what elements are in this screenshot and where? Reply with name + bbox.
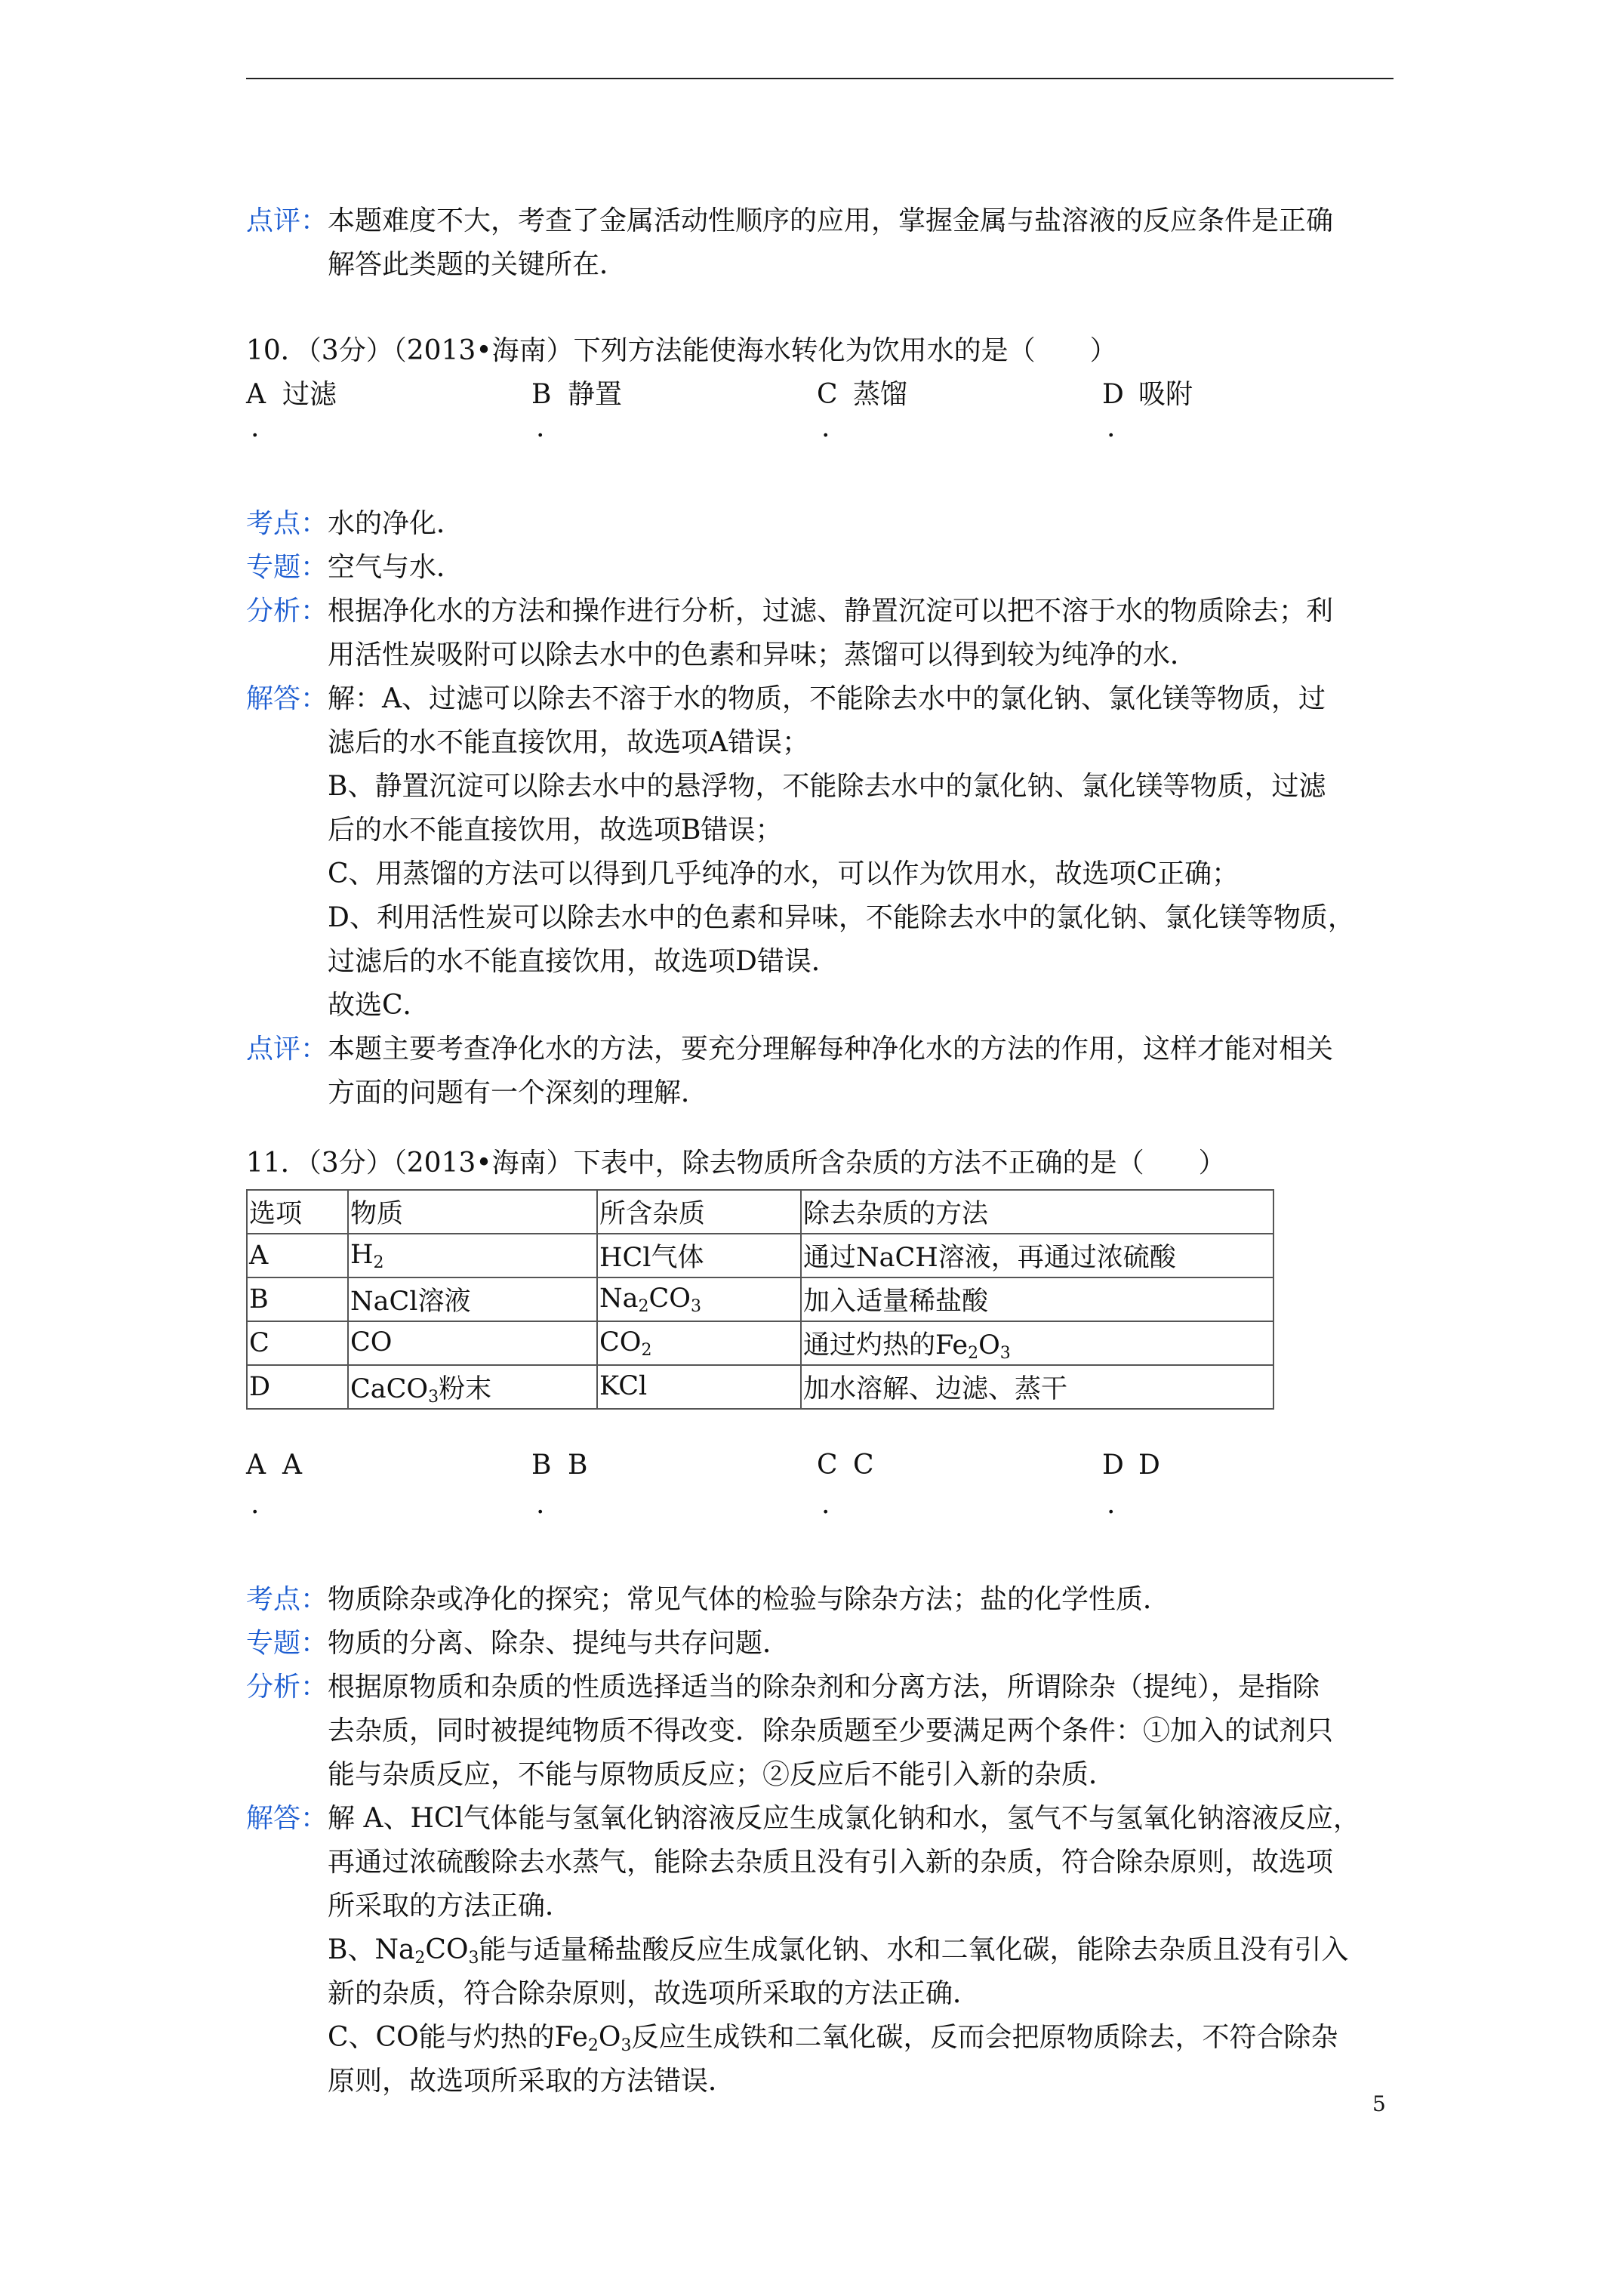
table-cell-substance: NaCl溶液 — [348, 1277, 597, 1321]
kaodian-text: 物质除杂或净化的探究；常见气体的检验与除杂方法；盐的化学性质． — [328, 1584, 1171, 1615]
table-cell-option: C — [247, 1321, 348, 1365]
jieda-line: 过滤后的水不能直接饮用，故选项D错误． — [328, 946, 839, 977]
jieda-line: 解 A、HCl气体能与氢氧化钠溶液反应生成氯化钠和水，氢气不与氢氧化钠溶液反应， — [328, 1803, 1360, 1834]
table-cell-impurity: $Na_2CO_3$ — [597, 1277, 801, 1321]
zhuanti-label: 专题： — [246, 1628, 328, 1659]
table-row — [247, 1321, 1273, 1365]
jieda-line: 后的水不能直接饮用，故选项B错误； — [328, 815, 783, 846]
table-cell-substance: $H_2$ — [348, 1234, 597, 1277]
question-11-solution — [246, 1578, 1394, 2103]
kaodian-label: 考点： — [246, 508, 328, 539]
option-c[interactable]: C 蒸馏 . — [817, 379, 908, 443]
jieda-line: 解：A、过滤可以除去不溶于水的物质，不能除去水中的氯化钠、氯化镁等物质，过 — [328, 683, 1326, 714]
table-cell-method: 通过NaCH溶液，再通过浓硫酸 — [801, 1234, 1273, 1277]
fenxi-line: 根据原物质和杂质的性质选择适当的除杂剂和分离方法，所谓除杂（提纯），是指除 — [328, 1672, 1320, 1703]
kaodian-label: 考点： — [246, 1584, 328, 1615]
question-10-solution — [246, 502, 1394, 1115]
zhuanti-label: 专题： — [246, 552, 328, 583]
table-cell-method: 加入适量稀盐酸 — [801, 1277, 1273, 1321]
fenxi-line: 去杂质，同时被提纯物质不得改变．除杂质题至少要满足两个条件：①加入的试剂只 — [328, 1715, 1334, 1746]
table-cell-method: 加水溶解、边滤、蒸干 — [801, 1365, 1273, 1409]
zhuanti-text: 物质的分离、除杂、提纯与共存问题． — [328, 1628, 790, 1659]
option-c[interactable]: C C . — [817, 1450, 874, 1520]
fenxi-label: 分析： — [246, 596, 328, 627]
table-row — [247, 1277, 1273, 1321]
fenxi-line: 根据净化水的方法和操作进行分析，过滤、静置沉淀可以把不溶于水的物质除去；利 — [328, 596, 1334, 627]
table-cell-substance: CaCO$_3$粉末 — [348, 1365, 597, 1409]
table-cell-impurity: HCl气体 — [597, 1234, 801, 1277]
dianping-line: 本题主要考查净化水的方法，要充分理解每种净化水的方法的作用，这样才能对相关 — [328, 1034, 1334, 1065]
jieda-line: 原则，故选项所采取的方法错误． — [328, 2066, 736, 2097]
kaodian-text: 水的净化． — [328, 508, 464, 539]
option-b[interactable]: B 静置 . — [531, 379, 623, 443]
option-b[interactable]: B B . — [531, 1450, 588, 1520]
table-header-cell: 选项 — [247, 1190, 348, 1234]
table-cell-substance: CO — [348, 1321, 597, 1365]
table-header-cell: 所含杂质 — [597, 1190, 801, 1234]
jieda-line: 所采取的方法正确． — [328, 1891, 573, 1922]
impurity-table — [246, 1189, 1274, 1410]
page-number: 5 — [1372, 2091, 1386, 2116]
dianping-label: 点评： — [246, 1034, 328, 1065]
jieda-line: C、CO能与灼热的$Fe_2O_3$反应生成铁和二氧化碳，反而会把原物质除去，不符合除杂 — [328, 2022, 1338, 2055]
zhuanti-text: 空气与水． — [328, 552, 464, 583]
review-label: 点评： — [246, 205, 328, 236]
option-a[interactable]: A A . — [246, 1450, 302, 1520]
question-10-stem: 10．（3分）（2013•海南）下列方法能使海水转化为饮用水的是（ ） — [246, 335, 1117, 366]
review-line: 解答此类题的关键所在． — [328, 249, 627, 280]
question-10 — [246, 329, 1394, 373]
table-header-cell: 物质 — [348, 1190, 597, 1234]
table-cell-method: 通过灼热的$Fe_2O_3$ — [801, 1321, 1273, 1365]
table-header-cell: 除去杂质的方法 — [801, 1190, 1273, 1234]
fenxi-line: 能与杂质反应，不能与原物质反应；②反应后不能引入新的杂质． — [328, 1759, 1116, 1790]
jieda-line: 滤后的水不能直接饮用，故选项A错误； — [328, 727, 809, 758]
question-10-options — [246, 373, 1394, 456]
table-row — [247, 1234, 1273, 1277]
jieda-line: B、静置沉淀可以除去水中的悬浮物，不能除去水中的氯化钠、氯化镁等物质，过滤 — [328, 771, 1326, 802]
dianping-line: 方面的问题有一个深刻的理解． — [328, 1077, 709, 1108]
fenxi-line: 用活性炭吸附可以除去水中的色素和异味；蒸馏可以得到较为纯净的水． — [328, 639, 1198, 670]
jieda-line: D、利用活性炭可以除去水中的色素和异味，不能除去水中的氯化钠、氯化镁等物质， — [328, 902, 1355, 933]
review-block-q9 — [246, 199, 1394, 287]
jieda-line: C、用蒸馏的方法可以得到几乎纯净的水，可以作为饮用水，故选项C正确； — [328, 858, 1240, 889]
question-11 — [246, 1142, 1394, 1185]
table-cell-option: A — [247, 1234, 348, 1277]
review-line: 本题难度不大，考查了金属活动性顺序的应用，掌握金属与盐溶液的反应条件是正确 — [328, 205, 1334, 236]
table-cell-option: B — [247, 1277, 348, 1321]
fenxi-label: 分析： — [246, 1672, 328, 1703]
jieda-line: 故选C． — [328, 990, 430, 1021]
table-header-row — [247, 1190, 1273, 1234]
jieda-line: B、$Na_2CO_3$能与适量稀盐酸反应生成氯化钠、水和二氧化碳，能除去杂质且没有引入 — [328, 1934, 1349, 1968]
table-cell-impurity: KCl — [597, 1365, 801, 1409]
header-rule — [246, 78, 1394, 79]
question-11-options — [246, 1450, 1394, 1533]
jieda-line: 新的杂质，符合除杂原则，故选项所采取的方法正确． — [328, 1978, 981, 2009]
table-cell-impurity: $CO_2$ — [597, 1321, 801, 1365]
question-11-stem: 11．（3分）（2013•海南）下表中，除去物质所含杂质的方法不正确的是（ ） — [246, 1148, 1226, 1179]
jieda-label: 解答： — [246, 683, 328, 714]
option-d[interactable]: D D . — [1102, 1450, 1160, 1520]
option-a[interactable]: A 过滤 . — [246, 379, 337, 443]
jieda-line: 再通过浓硫酸除去水蒸气，能除去杂质且没有引入新的杂质，符合除杂原则，故选项 — [328, 1847, 1334, 1878]
table-cell-option: D — [247, 1365, 348, 1409]
option-d[interactable]: D 吸附 . — [1102, 379, 1193, 443]
table-row — [247, 1365, 1273, 1409]
jieda-label: 解答： — [246, 1803, 328, 1834]
